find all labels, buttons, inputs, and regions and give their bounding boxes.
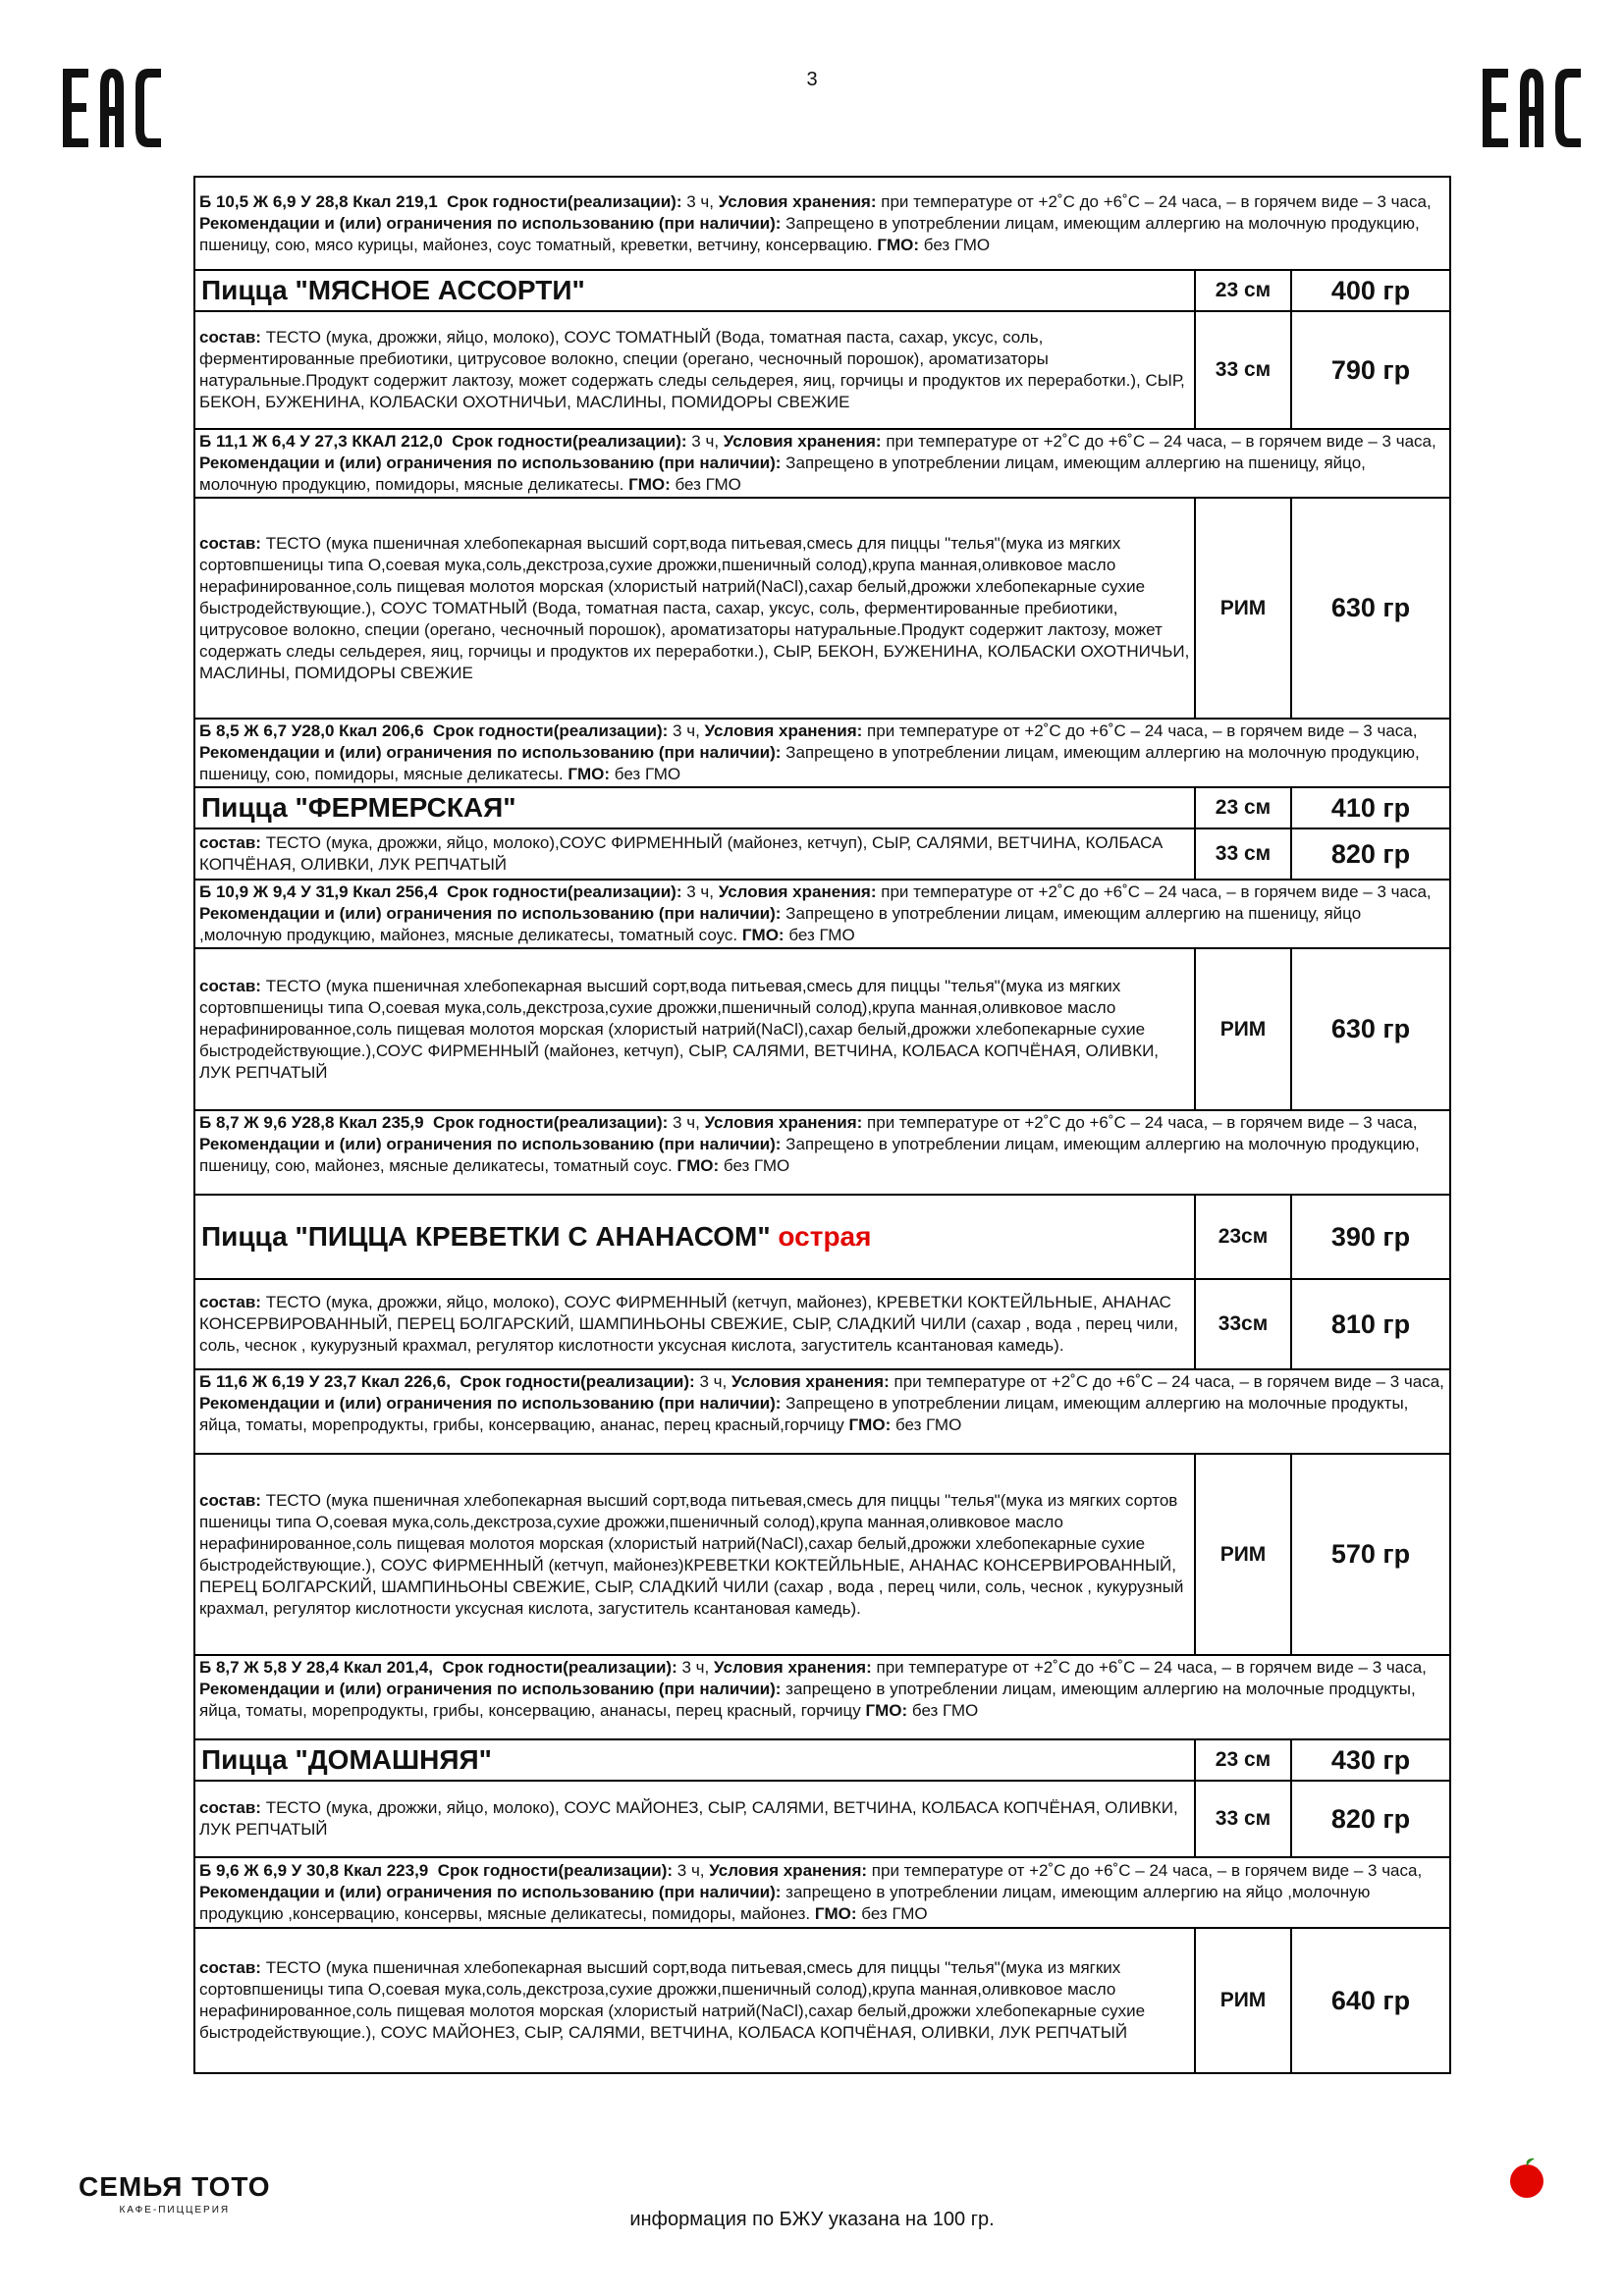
recommendations-label: Рекомендации и (или) ограничения по использованию (при наличии): [199,1883,782,1901]
nutrition-info [194,429,1450,498]
pizza-header-row [194,787,1450,828]
size-large: 33см [1195,1279,1291,1369]
composition-label: состав: [199,833,261,852]
nutrition-values: Б 11,6 Ж 6,19 У 23,7 Ккал 226,6, [199,1372,451,1391]
rim-composition [194,948,1195,1110]
composition-label: состав: [199,1958,261,1977]
weight-small: 410 гр [1291,787,1450,828]
recommendations-value: Запрещено в употреблении лицам, имеющим аллергию на молочную продукцию, пшеницу, сою, майонез, мясные деликатесы, томатный соус. [199,1135,1420,1175]
storage-value: при температуре от +2˚С до +6˚С – 24 часа, – в горячем виде – 3 часа, [867,721,1418,740]
composition-text: ТЕСТО (мука, дрожжи, яйцо, молоко), СОУС ТОМАТНЫЙ (Вода, томатная паста, сахар, уксус, соль, ферментированные пребиотики, цитрусовое волокно, специи (орегано, чесночный порошок), ароматизаторы натуральные.Продукт содержит лактозу, может содержать следы сельдерея, яиц, горчицы и продуктов их переработки.), СЫР, БЕКОН, БУЖЕНИНА, КОЛБАСКИ ОХОТНИЧЬИ, МАСЛИНЫ, ПОМИДОРЫ СВЕЖИЕ [199,328,1185,411]
nutrition-info [194,1369,1450,1454]
shelf-label: Срок годности(реализации): [437,1861,674,1880]
storage-label: Условия хранения: [731,1372,890,1391]
gmo-label: ГМО: [877,235,920,254]
weight-large: 790 гр [1291,311,1450,429]
storage-label: Условия хранения: [704,721,863,740]
rim-composition [194,1454,1195,1655]
nutrition-info [194,719,1450,787]
nutrition-row [194,177,1450,270]
recommendations-label: Рекомендации и (или) ограничения по использованию (при наличии): [199,1680,782,1698]
nutrition-info [194,1655,1450,1739]
gmo-value: без ГМО [788,926,855,944]
nutrition-row [194,1655,1450,1739]
tomato-icon [1505,2156,1548,2199]
recommendations-value: Запрещено в употреблении лицам, имеющим аллергию на молочную продукцию, пшеницу, сою, помидоры, мясные деликатесы. [199,743,1420,783]
shelf-value: 3 ч, [699,1372,728,1391]
shelf-value: 3 ч, [686,191,714,211]
size-rim: РИМ [1195,498,1291,719]
pizza-title [194,1195,1195,1279]
shelf-label: Срок годности(реализации): [452,432,687,451]
composition-row [194,1781,1450,1857]
composition-label: состав: [199,1798,261,1817]
gmo-label: ГМО: [741,926,785,944]
recommendations-value: запрещено в употреблении лицам, имеющим аллергию на молочные продцукты, яйца, томаты, морепродукты, грибы, консервацию, ананасы, перец красный, горчицу [199,1680,1416,1720]
rim-composition [194,1928,1195,2073]
pizza-header-row [194,1739,1450,1781]
nutrition-info [194,177,1450,270]
footer-note: информация по БЖУ указана на 100 гр. [629,2209,995,2230]
size-small: 23 см [1195,1739,1291,1781]
pizza-title-text: Пицца "МЯСНОЕ АССОРТИ" [201,275,585,305]
pizza-header-row [194,270,1450,311]
weight-large: 820 гр [1291,1781,1450,1857]
storage-label: Условия хранения: [718,191,877,211]
weight-small: 390 гр [1291,1195,1450,1279]
size-small: 23 см [1195,270,1291,311]
nutrition-row [194,1857,1450,1928]
storage-value: при температуре от +2˚С до +6˚С – 24 часа, – в горячем виде – 3 часа, [881,882,1432,901]
rim-composition [194,498,1195,719]
page-number: 3 [806,69,818,90]
rim-composition-row [194,948,1450,1110]
recommendations-label: Рекомендации и (или) ограничения по использованию (при наличии): [199,904,782,923]
nutrition-row [194,429,1450,498]
weight-rim: 630 гр [1291,498,1450,719]
nutrition-row [194,880,1450,948]
gmo-label: ГМО: [568,765,611,783]
nutrition-row [194,719,1450,787]
composition-row [194,828,1450,880]
pizza-title [194,787,1195,828]
composition [194,311,1195,429]
recommendations-label: Рекомендации и (или) ограничения по использованию (при наличии): [199,1394,782,1413]
pizza-title [194,270,1195,311]
gmo-value: без ГМО [723,1156,790,1175]
storage-value: при температуре от +2˚С до +6˚С – 24 часа, – в горячем виде – 3 часа, [867,1113,1418,1132]
nutrition-values: Б 8,7 Ж 5,8 У 28,4 Ккал 201,4, [199,1658,433,1677]
composition-text: ТЕСТО (мука пшеничная хлебопекарная высший сорт,вода питьевая,смесь для пиццы "телья"(мука из мягких сортовпшеницы типа О,соевая мука,соль,декстроза,сухие дрожжи,пшеничный солод),крупа манная,оливковое масло нерафинированное,соль пищевая молотоя морская (хлористый натрий(NaCl),сахар белый,дрожжи хлебопекарные сухие быстродействующие.), СОУС МАЙОНЕЗ, СЫР, САЛЯМИ, ВЕТЧИНА, КОЛБАСА КОПЧЁНАЯ, ОЛИВКИ, ЛУК РЕПЧАТЫЙ [199,1958,1146,2042]
shelf-label: Срок годности(реализации): [447,191,682,211]
size-small: 23 см [1195,787,1291,828]
nutrition-values: Б 9,6 Ж 6,9 У 30,8 Ккал 223,9 [199,1861,429,1880]
storage-label: Условия хранения: [718,882,877,901]
eac-certification-logo-right [1483,69,1581,147]
nutrition-info [194,880,1450,948]
gmo-value: без ГМО [911,1701,979,1720]
gmo-label: ГМО: [628,475,671,494]
recommendations-label: Рекомендации и (или) ограничения по использованию (при наличии): [199,213,782,233]
shelf-label: Срок годности(реализации): [460,1372,695,1391]
pizza-title [194,1739,1195,1781]
recommendations-value: Запрещено в употреблении лицам, имеющим аллергию на пшеницу, яйцо ,молочную продукцию, майонез, мясные деликатесы, томатный соус. [199,904,1362,944]
nutrition-values: Б 10,5 Ж 6,9 У 28,8 Ккал 219,1 [199,191,438,211]
weight-small: 400 гр [1291,270,1450,311]
nutrition-values: Б 8,5 Ж 6,7 У28,0 Ккал 206,6 [199,721,424,740]
weight-rim: 640 гр [1291,1928,1450,2073]
composition-text: ТЕСТО (мука, дрожжи, яйцо, молоко), СОУС МАЙОНЕЗ, СЫР, САЛЯМИ, ВЕТЧИНА, КОЛБАСА КОПЧЁНАЯ, ОЛИВКИ, ЛУК РЕПЧАТЫЙ [199,1798,1178,1839]
brand-subtitle: КАФЕ-ПИЦЦЕРИЯ [119,2205,231,2216]
shelf-value: 3 ч, [691,432,720,451]
recommendations-value: запрещено в употреблении лицам, имеющим аллергию на яйцо ,молочную продукцию ,консервацию, консервы, мясные деликатесы, помидоры, майонез. [199,1883,1371,1923]
composition-text: ТЕСТО (мука пшеничная хлебопекарная высший сорт,вода питьевая,смесь для пиццы "телья"(мука из мягких сортов пшеницы типа О,соевая мука,соль,декстроза,сухие дрожжи,пшеничный солод),крупа манная,оливковое масло нерафинированное,соль пищевая молотоя морская (хлористый натрий(NaCl),сахар белый,дрожжи хлебопекарные сухие быстродействующие.), СОУС ФИРМЕННЫЙ (кетчуп, майонез)КРЕВЕТКИ КОКТЕЙЛЬНЫЕ, АНАНАС КОНСЕРВИРОВАННЫЙ, ПЕРЕЦ БОЛГАРСКИЙ, ШАМПИНЬОНЫ СВЕЖИЕ, СЫР, СЛАДКИЙ ЧИЛИ (сахар , вода , перец чили, соль, чеснок , кукурузный крахмал, регулятор кислотности уксусная кислота, загуститель ксантановая камедь). [199,1490,1184,1618]
composition-label: состав: [199,976,261,995]
nutrition-info [194,1857,1450,1928]
recommendations-value: Запрещено в употреблении лицам, имеющим аллергию на молочную продукцию, пшеницу, сою, мясо курицы, майонез, соус томатный, креветки, ветчину, консервацию. [199,213,1420,254]
gmo-label: ГМО: [677,1156,720,1175]
shelf-value: 3 ч, [673,721,700,740]
shelf-value: 3 ч, [673,1113,700,1132]
weight-rim: 630 гр [1291,948,1450,1110]
gmo-label: ГМО: [865,1701,908,1720]
storage-value: при температуре от +2˚С до +6˚С – 24 часа, – в горячем виде – 3 часа, [893,1372,1444,1391]
weight-large: 820 гр [1291,828,1450,880]
gmo-value: без ГМО [614,765,681,783]
nutrition-values: Б 8,7 Ж 9,6 У28,8 Ккал 235,9 [199,1113,424,1132]
size-rim: РИМ [1195,1454,1291,1655]
storage-value: при температуре от +2˚С до +6˚С – 24 часа, – в горячем виде – 3 часа, [881,191,1432,211]
composition-text: ТЕСТО (мука, дрожжи, яйцо, молоко),СОУС ФИРМЕННЫЙ (майонез, кетчуп), СЫР, САЛЯМИ, ВЕТЧИНА, КОЛБАСА КОПЧЁНАЯ, ОЛИВКИ, ЛУК РЕПЧАТЫЙ [199,833,1164,874]
nutrition-values: Б 11,1 Ж 6,4 У 27,3 ККАЛ 212,0 [199,432,443,451]
composition-label: состав: [199,1293,261,1311]
gmo-value: без ГМО [923,235,991,254]
nutrition-row [194,1369,1450,1454]
gmo-label: ГМО: [848,1415,892,1434]
shelf-label: Срок годности(реализации): [432,721,669,740]
composition-row [194,1279,1450,1369]
size-large: 33 см [1195,1781,1291,1857]
pizza-title-text: Пицца "ФЕРМЕРСКАЯ" [201,792,516,823]
storage-value: при температуре от +2˚С до +6˚С – 24 часа, – в горячем виде – 3 часа, [876,1658,1427,1677]
composition-row [194,311,1450,429]
pizza-header-row [194,1195,1450,1279]
size-large: 33 см [1195,828,1291,880]
rim-composition-row [194,498,1450,719]
composition-text: ТЕСТО (мука пшеничная хлебопекарная высший сорт,вода питьевая,смесь для пиццы "телья"(мука из мягких сортовпшеницы типа О,соевая мука,соль,декстроза,сухие дрожжи,пшеничный солод),крупа манная,оливковое масло нерафинированное,соль пищевая молотоя морская (хлористый натрий(NaCl),сахар белый,дрожжи хлебопекарные сухие быстродействующие.),СОУС ФИРМЕННЫЙ (майонез, кетчуп), СЫР, САЛЯМИ, ВЕТЧИНА, КОЛБАСА КОПЧЁНАЯ, ОЛИВКИ, ЛУК РЕПЧАТЫЙ [199,976,1160,1082]
size-rim: РИМ [1195,948,1291,1110]
shelf-value: 3 ч, [681,1658,710,1677]
composition-label: состав: [199,1490,261,1510]
gmo-label: ГМО: [814,1904,857,1923]
gmo-value: без ГМО [894,1415,962,1434]
size-small: 23см [1195,1195,1291,1279]
composition [194,1279,1195,1369]
shelf-label: Срок годности(реализации): [432,1113,669,1132]
weight-large: 810 гр [1291,1279,1450,1369]
recommendations-label: Рекомендации и (или) ограничения по использованию (при наличии): [199,743,782,762]
recommendations-label: Рекомендации и (или) ограничения по использованию (при наличии): [199,1135,782,1153]
nutrition-info [194,1110,1450,1195]
size-large: 33 см [1195,311,1291,429]
storage-label: Условия хранения: [709,1861,868,1880]
composition [194,828,1195,880]
shelf-value: 3 ч, [686,882,714,901]
shelf-label: Срок годности(реализации): [447,882,682,901]
menu-table [193,176,1451,2074]
weight-small: 430 гр [1291,1739,1450,1781]
brand-name: СЕМЬЯ ТОТО [79,2171,271,2202]
nutrition-values: Б 10,9 Ж 9,4 У 31,9 Ккал 256,4 [199,882,438,901]
storage-value: при температуре от +2˚С до +6˚С – 24 часа, – в горячем виде – 3 часа, [871,1861,1423,1880]
composition-label: состав: [199,328,261,347]
gmo-value: без ГМО [861,1904,928,1923]
storage-label: Условия хранения: [704,1113,863,1132]
weight-rim: 570 гр [1291,1454,1450,1655]
composition-label: состав: [199,533,261,553]
size-rim: РИМ [1195,1928,1291,2073]
nutrition-row [194,1110,1450,1195]
storage-label: Условия хранения: [713,1658,872,1677]
gmo-value: без ГМО [675,475,741,494]
recommendations-value: Запрещено в употреблении лицам, имеющим аллергию на молочные продукты, яйца, томаты, морепродукты, грибы, консервацию, ананас, перец красный,горчицу [199,1394,1409,1434]
composition-text: ТЕСТО (мука пшеничная хлебопекарная высший сорт,вода питьевая,смесь для пиццы "телья"(мука из мягких сортовпшеницы типа О,соевая мука,соль,декстроза,сухие дрожжи,пшеничный солод),крупа манная,оливковое масло нерафинированное,соль пищевая молотоя морская (хлористый натрий(NaCl),сахар белый,дрожжи хлебопекарные сухие быстродействующие.), СОУС ТОМАТНЫЙ (Вода, томатная паста, сахар, уксус, соль, ферментированные пребиотики, цитрусовое волокно, специи (орегано, чесночный порошок), ароматизаторы натуральные.Продукт содержит лактозу, может содержать следы сельдерея, яиц, горчицы и продуктов их переработки.), СЫР, БЕКОН, БУЖЕНИНА, КОЛБАСКИ ОХОТНИЧЬИ, МАСЛИНЫ, ПОМИДОРЫ СВЕЖИЕ [199,533,1190,682]
composition [194,1781,1195,1857]
composition-text: ТЕСТО (мука, дрожжи, яйцо, молоко), СОУС ФИРМЕННЫЙ (кетчуп, майонез), КРЕВЕТКИ КОКТЕЙЛЬНЫЕ, АНАНАС КОНСЕРВИРОВАННЫЙ, ПЕРЕЦ БОЛГАРСКИЙ, ШАМПИНЬОНЫ СВЕЖИЕ, СЫР, СЛАДКИЙ ЧИЛИ (сахар , вода , перец чили, соль, чеснок , кукурузный крахмал, регулятор кислотности уксусная кислота, загуститель ксантановая камедь). [199,1293,1178,1355]
pizza-title-text: Пицца "ПИЦЦА КРЕВЕТКИ С АНАНАСОМ" [201,1221,771,1252]
storage-value: при температуре от +2˚С до +6˚С – 24 часа, – в горячем виде – 3 часа, [886,432,1436,451]
rim-composition-row [194,1454,1450,1655]
spicy-label: острая [778,1221,872,1252]
recommendations-value: Запрещено в употреблении лицам, имеющим аллергию на пшеницу, яйцо, молочную продукцию, помидоры, мясные деликатесы. [199,454,1366,494]
recommendations-label: Рекомендации и (или) ограничения по использованию (при наличии): [199,454,782,472]
storage-label: Условия хранения: [723,432,882,451]
shelf-value: 3 ч, [677,1861,705,1880]
rim-composition-row [194,1928,1450,2073]
pizza-title-text: Пицца "ДОМАШНЯЯ" [201,1744,492,1775]
shelf-label: Срок годности(реализации): [442,1658,677,1677]
